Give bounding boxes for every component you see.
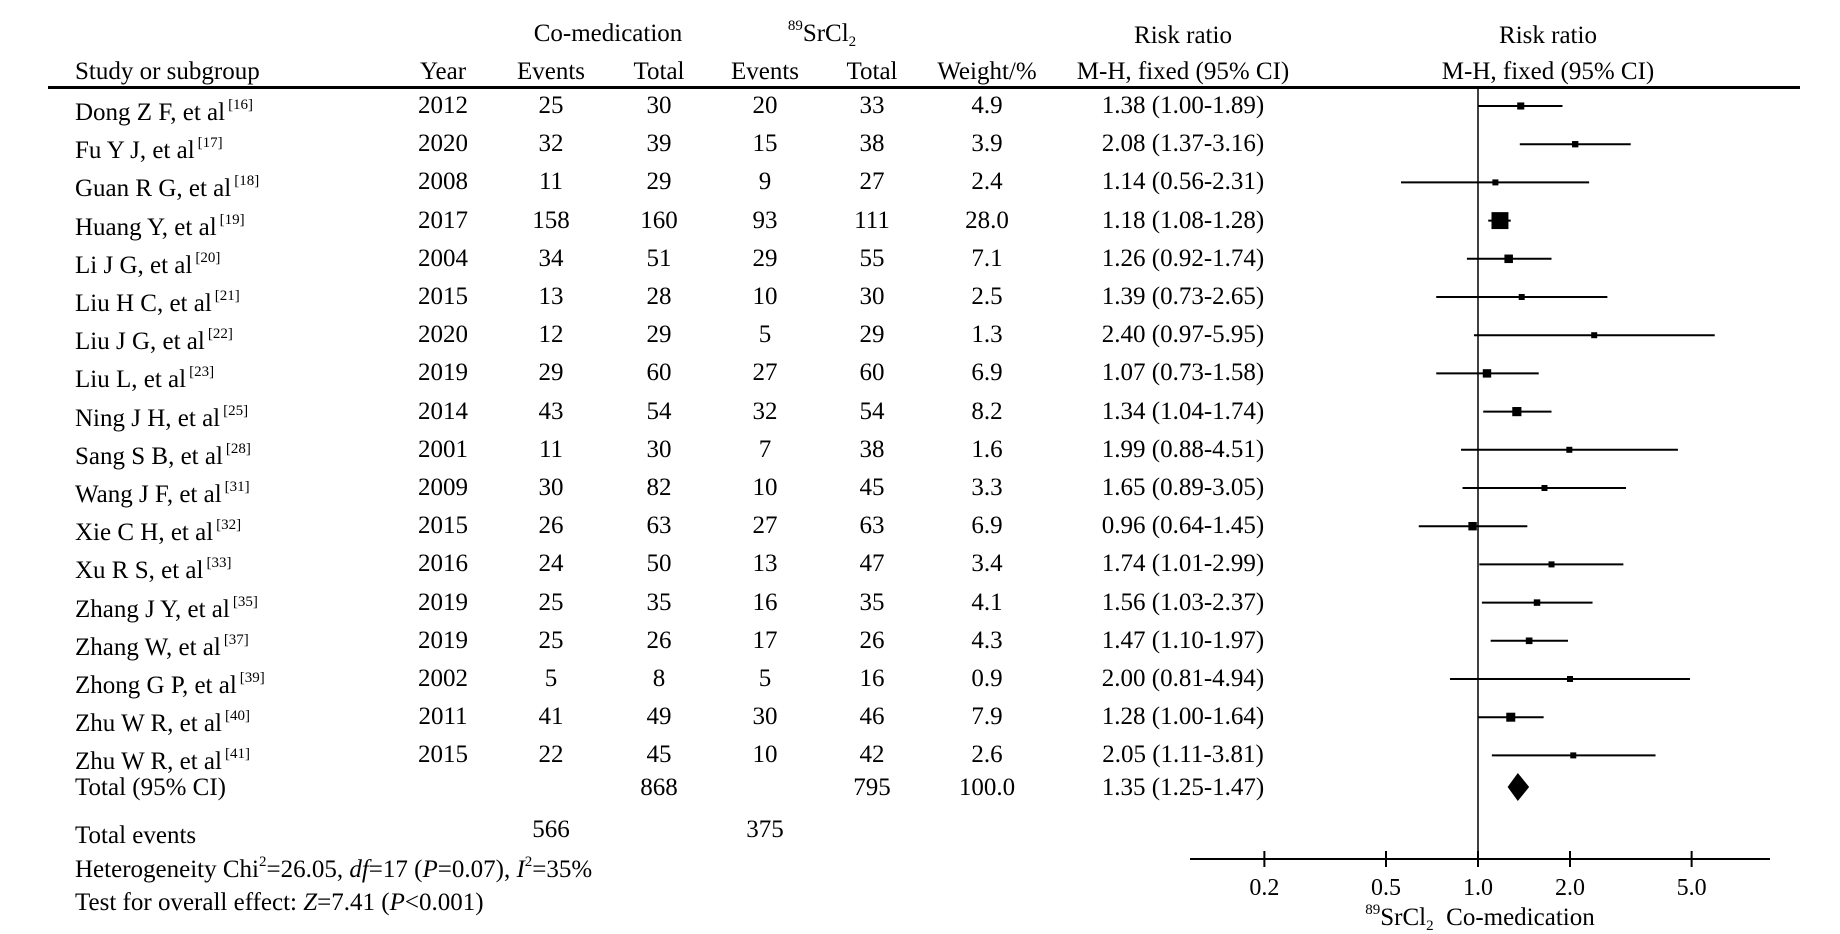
cell-t1: 8	[652, 665, 666, 692]
cell-e2: 5	[758, 665, 772, 692]
cell-rr_text: 2.08 (1.37-3.16)	[1101, 130, 1265, 158]
point-estimate	[1483, 369, 1491, 377]
cell-rr_text: 1.18 (1.08-1.28)	[1101, 206, 1265, 234]
cell-weight: 2.5	[971, 283, 1003, 310]
point-estimate	[1591, 332, 1597, 338]
pooled-diamond	[1508, 773, 1530, 801]
study-name: Li J G, et al [20]	[75, 249, 221, 279]
cell-year: 2002	[418, 665, 468, 692]
cell-rr_text: 1.38 (1.00-1.89)	[1101, 92, 1265, 119]
study-name: Wang J F, et al [31]	[75, 479, 250, 508]
cell-year: 2009	[418, 474, 468, 501]
cell-weight: 4.1	[971, 588, 1003, 616]
cell-t1: 35	[646, 588, 672, 616]
total-t1: 868	[640, 774, 678, 801]
point-estimate	[1549, 561, 1555, 567]
cell-t2: 38	[859, 130, 885, 158]
point-estimate	[1541, 485, 1547, 491]
cell-e1: 43	[538, 397, 564, 425]
cell-e2: 30	[752, 703, 778, 731]
cell-e1: 22	[538, 741, 564, 769]
cell-rr_text: 1.26 (0.92-1.74)	[1101, 244, 1265, 272]
cell-e1: 13	[538, 283, 564, 310]
cell-rr_text: 2.40 (0.97-5.95)	[1101, 321, 1265, 349]
cell-t2: 42	[859, 741, 885, 769]
cell-t1: 45	[646, 741, 672, 769]
cell-rr_text: 1.99 (0.88-4.51)	[1101, 435, 1265, 463]
cell-t2: 45	[859, 474, 885, 501]
overall-effect: Test for overall effect: Z=7.41 (P<0.001)	[75, 889, 484, 916]
cell-e1: 11	[538, 435, 564, 463]
point-estimate	[1517, 102, 1524, 109]
study-name: Dong Z F, et al [16]	[75, 97, 254, 126]
study-name: Zhang W, et al [37]	[75, 631, 249, 661]
cell-rr_text: 1.14 (0.56-2.31)	[1101, 168, 1265, 196]
cell-t2: 54	[859, 397, 885, 425]
total-events-e1: 566	[532, 816, 570, 843]
study-name: Zhang J Y, et al [35]	[75, 593, 258, 623]
cell-t1: 29	[646, 168, 672, 196]
study-name: Fu Y J, et al [17]	[75, 135, 223, 165]
cell-year: 2011	[418, 703, 468, 731]
header-group1: Co-medication	[533, 20, 683, 47]
cell-weight: 1.3	[971, 321, 1003, 349]
cell-e1: 30	[538, 474, 564, 501]
cell-year: 2008	[418, 168, 468, 196]
cell-weight: 7.1	[971, 244, 1003, 272]
cell-t2: 60	[859, 359, 885, 387]
point-estimate	[1519, 294, 1525, 300]
cell-t1: 30	[646, 435, 672, 463]
header-study: Study or subgroup	[75, 58, 260, 85]
header-mh-mid: M-H, fixed (95% CI)	[1076, 58, 1290, 85]
cell-t2: 63	[859, 512, 885, 540]
cell-t2: 55	[859, 244, 885, 272]
cell-e2: 7	[758, 435, 772, 463]
cell-e1: 26	[538, 512, 564, 540]
header-total1: Total	[633, 58, 685, 85]
cell-rr_text: 1.39 (0.73-2.65)	[1101, 283, 1265, 310]
cell-weight: 6.9	[971, 512, 1003, 540]
cell-e2: 17	[752, 626, 778, 654]
point-estimate	[1534, 599, 1540, 605]
cell-e2: 27	[752, 359, 778, 387]
cell-e1: 12	[538, 321, 564, 349]
point-estimate	[1566, 447, 1572, 453]
cell-year: 2019	[418, 359, 468, 387]
cell-t2: 27	[859, 168, 885, 196]
point-estimate	[1567, 676, 1573, 682]
cell-t1: 49	[646, 703, 672, 731]
cell-e2: 10	[752, 741, 778, 769]
cell-rr_text: 1.65 (0.89-3.05)	[1101, 474, 1265, 501]
cell-year: 2015	[418, 741, 468, 769]
total-events-label: Total events	[75, 822, 197, 849]
cell-e1: 25	[538, 92, 564, 119]
cell-year: 2001	[418, 435, 468, 463]
cell-t2: 46	[859, 703, 885, 731]
cell-weight: 28.0	[965, 206, 1009, 234]
cell-e2: 9	[758, 168, 772, 196]
point-estimate	[1570, 752, 1576, 758]
header-weight: Weight/%	[937, 58, 1037, 85]
total-t2: 795	[853, 774, 891, 801]
study-name: Xie C H, et al [32]	[75, 517, 242, 547]
study-name: Sang S B, et al [28]	[75, 440, 251, 470]
cell-weight: 4.3	[971, 626, 1003, 654]
total-rr: 1.35 (1.25-1.47)	[1101, 774, 1265, 801]
header-events1: Events	[516, 58, 586, 85]
cell-t1: 30	[646, 92, 672, 119]
cell-t2: 38	[859, 435, 885, 463]
cell-e2: 5	[758, 321, 772, 349]
cell-t2: 26	[859, 626, 885, 654]
header-rr-right: Risk ratio	[1499, 22, 1597, 49]
cell-year: 2020	[418, 321, 468, 349]
study-name: Zhong G P, et al [39]	[75, 670, 265, 699]
cell-t2: 35	[859, 588, 885, 616]
cell-weight: 3.4	[971, 550, 1003, 578]
cell-e1: 32	[538, 130, 564, 158]
cell-year: 2020	[418, 130, 468, 158]
cell-weight: 2.4	[971, 168, 1003, 196]
x-tick-label: 2.0	[1555, 875, 1585, 901]
cell-e2: 20	[752, 92, 778, 119]
point-estimate	[1492, 212, 1509, 229]
study-name: Xu R S, et al [33]	[75, 555, 232, 585]
cell-rr_text: 1.28 (1.00-1.64)	[1101, 703, 1265, 731]
x-tick-label: 0.5	[1371, 875, 1401, 901]
cell-t1: 39	[646, 130, 672, 158]
point-estimate	[1504, 255, 1513, 264]
cell-year: 2016	[418, 550, 468, 578]
cell-e1: 34	[538, 244, 564, 272]
point-estimate	[1512, 407, 1521, 416]
cell-e2: 93	[752, 206, 778, 234]
cell-e1: 25	[538, 588, 564, 616]
cell-weight: 3.3	[971, 474, 1003, 501]
header-group2: $^{89}$SrCl$_2$	[787, 18, 857, 50]
cell-year: 2015	[418, 283, 468, 310]
cell-e1: 24	[538, 550, 564, 578]
cell-e1: 29	[538, 359, 564, 387]
cell-year: 2004	[418, 244, 468, 272]
cell-t2: 30	[859, 283, 885, 310]
cell-weight: 0.9	[971, 665, 1003, 692]
cell-rr_text: 2.00 (0.81-4.94)	[1101, 665, 1265, 692]
cell-e1: 11	[538, 168, 564, 196]
cell-e2: 32	[752, 397, 778, 425]
cell-t2: 29	[859, 321, 885, 349]
study-name: Liu L, et al [23]	[75, 364, 215, 394]
cell-rr_text: 1.07 (0.73-1.58)	[1101, 359, 1265, 387]
cell-year: 2012	[418, 92, 468, 119]
cell-year: 2014	[418, 397, 468, 425]
cell-rr_text: 1.74 (1.01-2.99)	[1101, 550, 1265, 578]
study-name: Huang Y, et al [19]	[75, 211, 245, 241]
x-tick-label: 0.2	[1249, 875, 1280, 901]
cell-t1: 60	[646, 359, 672, 387]
point-estimate	[1526, 637, 1533, 644]
cell-e2: 27	[752, 512, 778, 540]
cell-weight: 3.9	[971, 130, 1003, 158]
cell-t1: 51	[646, 244, 672, 272]
header-rr-mid: Risk ratio	[1134, 22, 1232, 49]
cell-t1: 29	[646, 321, 672, 349]
study-name: Liu J G, et al [22]	[75, 326, 233, 356]
cell-year: 2017	[418, 206, 468, 234]
header-mh-right: M-H, fixed (95% CI)	[1441, 58, 1655, 85]
x-tick-label: 5.0	[1676, 875, 1707, 901]
cell-t2: 16	[859, 665, 885, 692]
study-name: Liu H C, et al [21]	[75, 288, 240, 317]
cell-t2: 111	[854, 206, 890, 234]
cell-weight: 1.6	[971, 435, 1003, 463]
cell-t1: 54	[646, 397, 672, 425]
x-tick-label: 1.0	[1463, 875, 1493, 901]
cell-weight: 4.9	[971, 92, 1003, 119]
header-total2: Total	[846, 58, 898, 85]
point-estimate	[1506, 713, 1515, 722]
cell-t1: 26	[646, 626, 672, 654]
cell-e2: 16	[752, 588, 778, 616]
study-name: Zhu W R, et al [41]	[75, 746, 250, 776]
point-estimate	[1492, 179, 1498, 185]
total-weight: 100.0	[958, 774, 1016, 801]
cell-weight: 6.9	[971, 359, 1003, 387]
study-name: Zhu W R, et al [40]	[75, 708, 250, 738]
axis-footer: $^{89}$SrCl$_2$ Co-medication	[1365, 902, 1595, 934]
point-estimate	[1572, 141, 1578, 147]
cell-weight: 8.2	[971, 397, 1003, 425]
cell-t1: 50	[646, 550, 672, 578]
cell-e1: 25	[538, 626, 564, 654]
cell-e2: 15	[752, 130, 778, 158]
cell-rr_text: 2.05 (1.11-3.81)	[1102, 741, 1264, 769]
cell-t2: 33	[859, 92, 885, 119]
total-events-e2: 375	[746, 816, 784, 843]
header-year: Year	[419, 58, 467, 85]
study-name: Guan R G, et al [18]	[75, 173, 260, 203]
cell-e1: 41	[538, 703, 564, 731]
cell-year: 2015	[418, 512, 468, 540]
cell-e2: 13	[752, 550, 778, 578]
cell-rr_text: 0.96 (0.64-1.45)	[1101, 512, 1265, 540]
cell-t1: 160	[640, 206, 678, 234]
cell-e1: 5	[544, 665, 558, 692]
point-estimate	[1468, 522, 1476, 530]
cell-t1: 82	[646, 474, 672, 501]
heterogeneity-stats: Heterogeneity Chi$^2$=26.05, df=17 (P=0.07), $I^2=35\%$	[75, 854, 593, 883]
cell-t2: 47	[859, 550, 885, 578]
cell-e2: 10	[752, 283, 778, 310]
cell-weight: 7.9	[971, 703, 1003, 731]
cell-year: 2019	[418, 588, 468, 616]
cell-rr_text: 1.47 (1.10-1.97)	[1101, 626, 1265, 654]
cell-year: 2019	[418, 626, 468, 654]
header-events2: Events	[730, 58, 800, 85]
cell-e2: 10	[752, 474, 778, 501]
cell-e1: 158	[532, 206, 570, 234]
cell-weight: 2.6	[971, 741, 1003, 769]
cell-t1: 28	[646, 283, 672, 310]
cell-rr_text: 1.56 (1.03-2.37)	[1101, 588, 1265, 616]
cell-t1: 63	[646, 512, 672, 540]
cell-e2: 29	[752, 244, 778, 272]
cell-rr_text: 1.34 (1.04-1.74)	[1101, 397, 1265, 425]
total-label: Total (95% CI)	[75, 774, 226, 801]
study-name: Ning J H, et al [25]	[75, 402, 249, 432]
